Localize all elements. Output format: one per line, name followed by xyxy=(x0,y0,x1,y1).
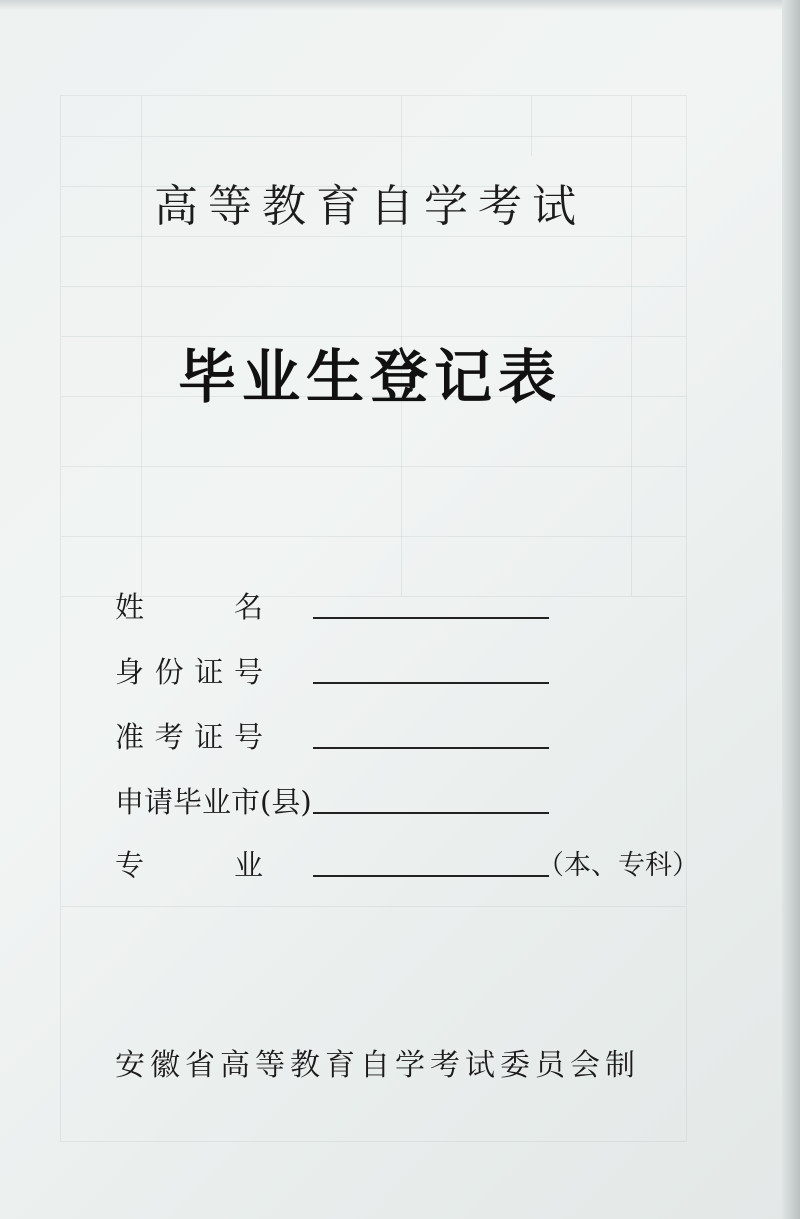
degree-level-note: （本、专科） xyxy=(537,850,699,881)
graduation-city-fill-line[interactable] xyxy=(313,812,549,814)
name-fill-line[interactable] xyxy=(313,617,549,619)
issuer-text: 安徽省高等教育自学考试委员会制 xyxy=(115,1048,640,1083)
graduation-city-label: 申请毕业市(县) xyxy=(115,785,312,819)
form-title: 毕业生登记表 xyxy=(177,343,562,411)
exam-title: 高等教育自学考试 xyxy=(154,181,586,232)
major-fill-line[interactable] xyxy=(313,875,549,877)
major-label: 专 业 xyxy=(115,848,263,882)
paper-top-edge xyxy=(0,0,800,10)
admission-number-label: 准 考 证 号 xyxy=(115,720,263,754)
id-number-label: 身 份 证 号 xyxy=(115,655,263,689)
id-number-fill-line[interactable] xyxy=(313,682,549,684)
admission-number-fill-line[interactable] xyxy=(313,747,549,749)
name-label: 姓 名 xyxy=(115,590,263,624)
paper-right-edge xyxy=(782,0,800,1219)
